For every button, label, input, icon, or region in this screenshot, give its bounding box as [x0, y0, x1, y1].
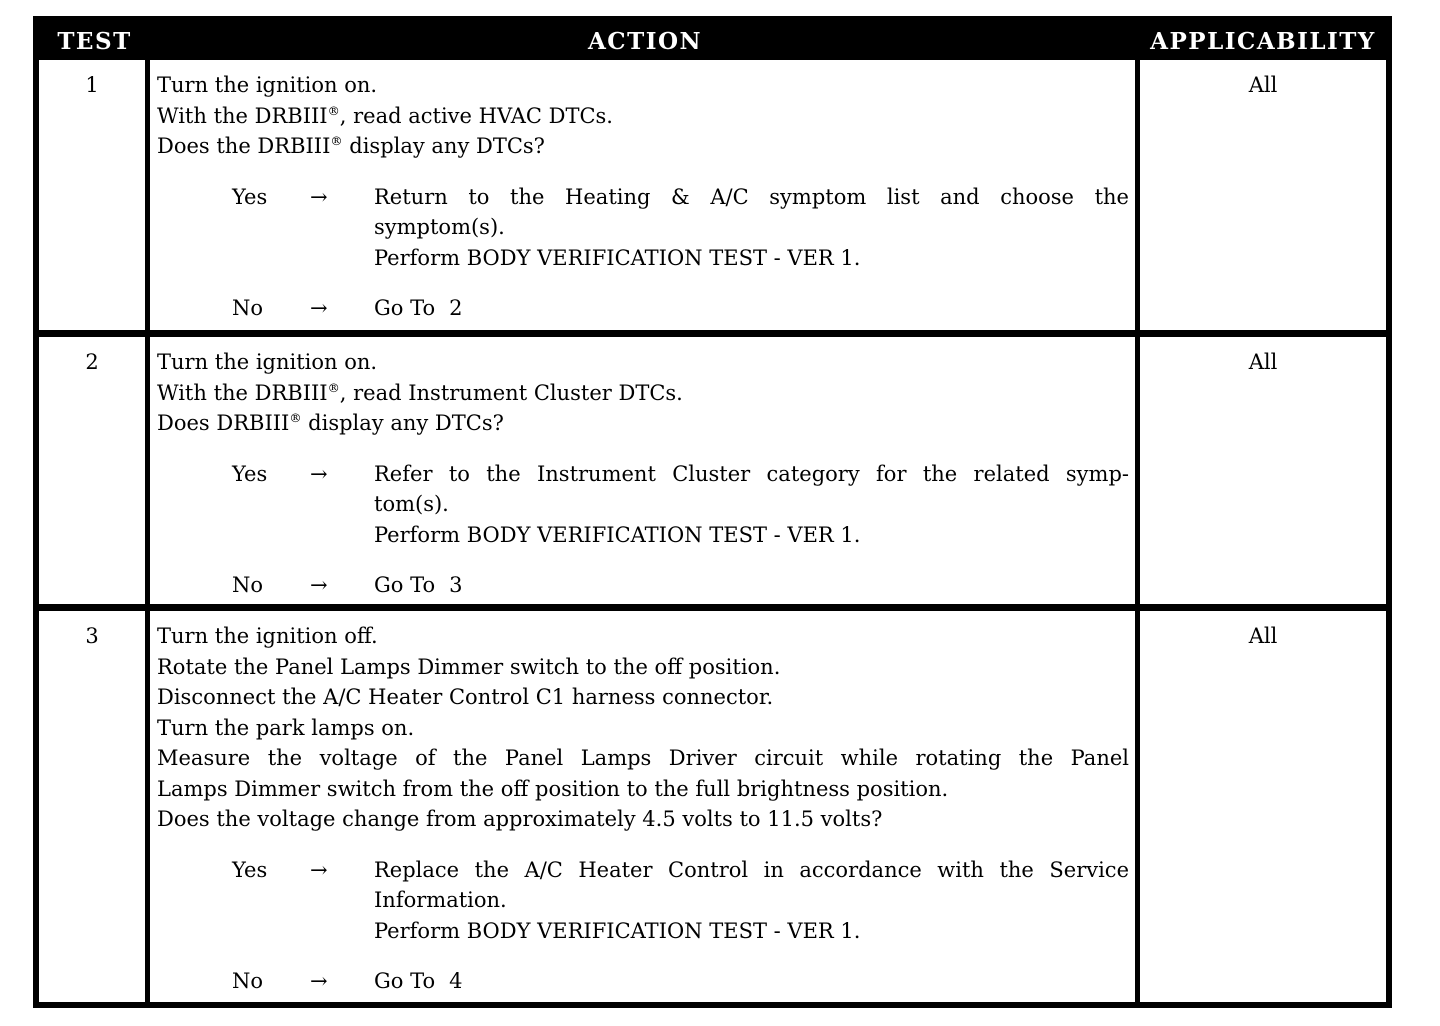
- instruction-line: Turn the ignition on.: [157, 73, 378, 97]
- yes-result: [374, 855, 1129, 947]
- result-line: Replace the A/C Heater Control in accordance with the Service: [374, 857, 1129, 882]
- header-test: TEST: [57, 27, 132, 55]
- result-line: Perform BODY VERIFICATION TEST - VER 1.: [374, 918, 861, 943]
- goto-text: Go To: [374, 296, 436, 320]
- applicability-value: All: [1248, 624, 1278, 648]
- applicability-value: All: [1248, 73, 1278, 97]
- header-action: ACTION: [587, 27, 703, 55]
- instruction-line: Measure the voltage of the Panel Lamps Driver circuit while rotating the Panel: [157, 746, 1129, 770]
- goto-text: Go To: [374, 573, 436, 597]
- arrow-icon: →: [310, 969, 328, 993]
- header-applicability: APPLICABILITY: [1150, 27, 1376, 55]
- goto-target: 3: [449, 573, 463, 597]
- action-cell: [150, 337, 1140, 604]
- instruction-line: Lamps Dimmer switch from the off position to the full brightness position.: [157, 776, 949, 801]
- instruction-line: Does the voltage change from approximately 4.5 volts to 11.5 volts?: [157, 807, 883, 831]
- instruction-line: Turn the ignition on.: [157, 350, 378, 374]
- result-line: symptom(s).: [374, 215, 505, 239]
- result-line: tom(s).: [374, 492, 449, 516]
- instruction-line: Does DRBIII® display any DTCs?: [157, 411, 504, 435]
- test-number: 2: [39, 337, 150, 604]
- no-branch: [157, 293, 1129, 324]
- table-row: [39, 60, 1386, 330]
- yes-label: Yes: [232, 184, 268, 209]
- result-line: Perform BODY VERIFICATION TEST - VER 1.: [374, 245, 861, 270]
- result-line: Perform BODY VERIFICATION TEST - VER 1.: [374, 522, 861, 547]
- no-label: No: [232, 969, 264, 993]
- instruction-line: With the DRBIII®, read Instrument Cluster DTCs.: [157, 380, 683, 405]
- diagnostic-test-table: [33, 16, 1392, 1008]
- instruction-line: Turn the ignition off.: [157, 624, 378, 648]
- no-result: [374, 570, 1129, 601]
- no-branch: [157, 966, 1129, 997]
- action-cell: [150, 611, 1140, 1002]
- instruction-line: Turn the park lamps on.: [157, 715, 415, 740]
- yes-label: Yes: [232, 857, 268, 882]
- goto-target: 4: [449, 969, 463, 993]
- yes-branch: [157, 855, 1129, 947]
- action-cell: [150, 60, 1140, 330]
- test-number: 1: [39, 60, 150, 330]
- no-label: No: [232, 573, 264, 597]
- result-line: Information.: [374, 888, 507, 912]
- instruction-line: Does the DRBIII® display any DTCs?: [157, 134, 545, 158]
- arrow-icon: →: [310, 296, 328, 320]
- goto-target: 2: [449, 296, 463, 320]
- no-label: No: [232, 296, 264, 320]
- applicability-value: All: [1248, 350, 1278, 374]
- result-line: Refer to the Instrument Cluster category for the related symp-: [374, 461, 1129, 486]
- result-line: Return to the Heating & A/C symptom list and choose the: [374, 184, 1129, 209]
- arrow-icon: →: [310, 857, 328, 882]
- no-branch: [157, 570, 1129, 601]
- table-row: [39, 330, 1386, 604]
- yes-result: [374, 459, 1129, 551]
- arrow-icon: →: [310, 461, 328, 486]
- table-row: [39, 604, 1386, 1002]
- instruction-line: Disconnect the A/C Heater Control C1 harness connector.: [157, 685, 774, 709]
- arrow-icon: →: [310, 573, 328, 597]
- no-result: [374, 966, 1129, 997]
- yes-branch: [157, 459, 1129, 551]
- no-result: [374, 293, 1129, 324]
- instruction-line: With the DRBIII®, read active HVAC DTCs.: [157, 103, 613, 128]
- yes-branch: [157, 182, 1129, 274]
- table-header: [39, 22, 1386, 60]
- yes-label: Yes: [232, 461, 268, 486]
- goto-text: Go To: [374, 969, 436, 993]
- yes-result: [374, 182, 1129, 274]
- instruction-line: Rotate the Panel Lamps Dimmer switch to the off position.: [157, 654, 781, 679]
- test-number: 3: [39, 611, 150, 1002]
- arrow-icon: →: [310, 184, 328, 209]
